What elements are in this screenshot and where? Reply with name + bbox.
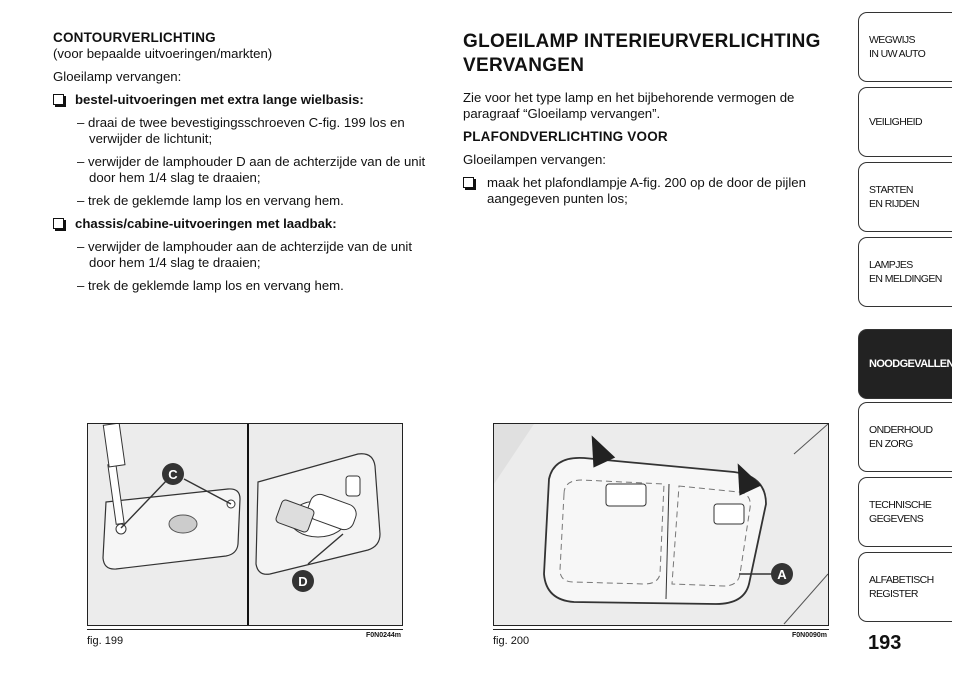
lamp-unit-illustration <box>88 424 402 625</box>
step-text: – draai de twee bevestigingsschroeven C-fig. 199 los en verwijder de lichtunit; <box>77 115 405 146</box>
nav-tab-alfabetisch[interactable] <box>858 552 952 622</box>
right-column <box>463 30 838 214</box>
checkbox-bullet-icon <box>463 177 474 188</box>
bullet-item <box>53 92 433 108</box>
nav-tab-label: LAMPJES EN MELDINGEN <box>869 259 942 285</box>
nav-tab-label: STARTEN EN RIJDEN <box>869 184 920 210</box>
figure-number: fig. 199 <box>87 635 124 647</box>
nav-tab-starten[interactable] <box>858 162 952 232</box>
nav-tab-noodgevallen[interactable] <box>858 329 952 399</box>
figure-code: F0N0090m <box>791 632 827 639</box>
bullet-text: maak het plafondlampje A-fig. 200 op de door de pijlen aangegeven punten los; <box>487 175 806 206</box>
callout-d-label: D <box>298 574 308 589</box>
nav-tab-veiligheid[interactable] <box>858 87 952 157</box>
nav-tab-label: VEILIGHEID <box>869 116 922 128</box>
page-title-line: GLOEILAMP INTERIEURVERLICHTING <box>463 31 821 52</box>
nav-tab-onderhoud[interactable] <box>858 402 952 472</box>
intro-text: Gloeilampen vervangen: <box>463 152 606 167</box>
left-column <box>53 30 433 301</box>
figure-code: F0N0244m <box>365 632 401 639</box>
nav-tab-label: ALFABETISCH REGISTER <box>869 574 934 600</box>
bullet-item <box>53 216 433 232</box>
bullet-text: chassis/cabine-uitvoeringen met laadbak: <box>75 216 337 231</box>
caption-rule <box>493 629 829 630</box>
reference-paragraph: Zie voor het type lamp en het bijbehorende vermogen de paragraaf “Gloeilamp vervangen”. <box>463 90 795 121</box>
nav-tab-technische[interactable] <box>858 477 952 547</box>
page-title <box>463 30 838 78</box>
figure-199 <box>87 423 403 626</box>
bullet-text: bestel-uitvoeringen met extra lange wielbasis: <box>75 92 364 107</box>
nav-tab-label: WEGWIJS IN UW AUTO <box>869 34 926 60</box>
page-number: 193 <box>868 632 902 654</box>
section-heading: CONTOURVERLICHTING <box>53 30 216 45</box>
checkbox-bullet-icon <box>53 218 64 229</box>
section-subheading: (voor bepaalde uitvoeringen/markten) <box>53 46 273 61</box>
checkbox-bullet-icon <box>53 94 64 105</box>
ceiling-lamp-illustration <box>494 424 828 625</box>
section-heading: PLAFONDVERLICHTING VOOR <box>463 129 668 144</box>
nav-tab-lampjes[interactable] <box>858 237 952 307</box>
figure-200 <box>493 423 829 626</box>
nav-tab-wegwijs[interactable] <box>858 12 952 82</box>
step-text: – trek de geklemde lamp los en vervang hem. <box>77 193 344 208</box>
step-text: – verwijder de lamphouder aan de achterzijde van de unit door hem 1/4 slag te draaien; <box>77 239 413 270</box>
figure-number: fig. 200 <box>493 635 530 647</box>
nav-tab-label: NOODGEVALLEN <box>869 358 954 370</box>
step-text: – verwijder de lamphouder D aan de achterzijde van de unit door hem 1/4 slag te draaien; <box>77 154 426 185</box>
nav-tab-label: ONDERHOUD EN ZORG <box>869 424 933 450</box>
callout-a-label: A <box>777 567 787 582</box>
page-title-line: VERVANGEN <box>463 55 585 76</box>
nav-tab-label: TECHNISCHE GEGEVENS <box>869 499 932 525</box>
figure-caption <box>87 632 403 647</box>
caption-rule <box>87 629 403 630</box>
callout-c-label: C <box>168 467 178 482</box>
intro-text: Gloeilamp vervangen: <box>53 69 182 84</box>
figure-caption <box>493 632 829 647</box>
bullet-item <box>463 175 838 207</box>
step-text: – trek de geklemde lamp los en vervang hem. <box>77 278 344 293</box>
